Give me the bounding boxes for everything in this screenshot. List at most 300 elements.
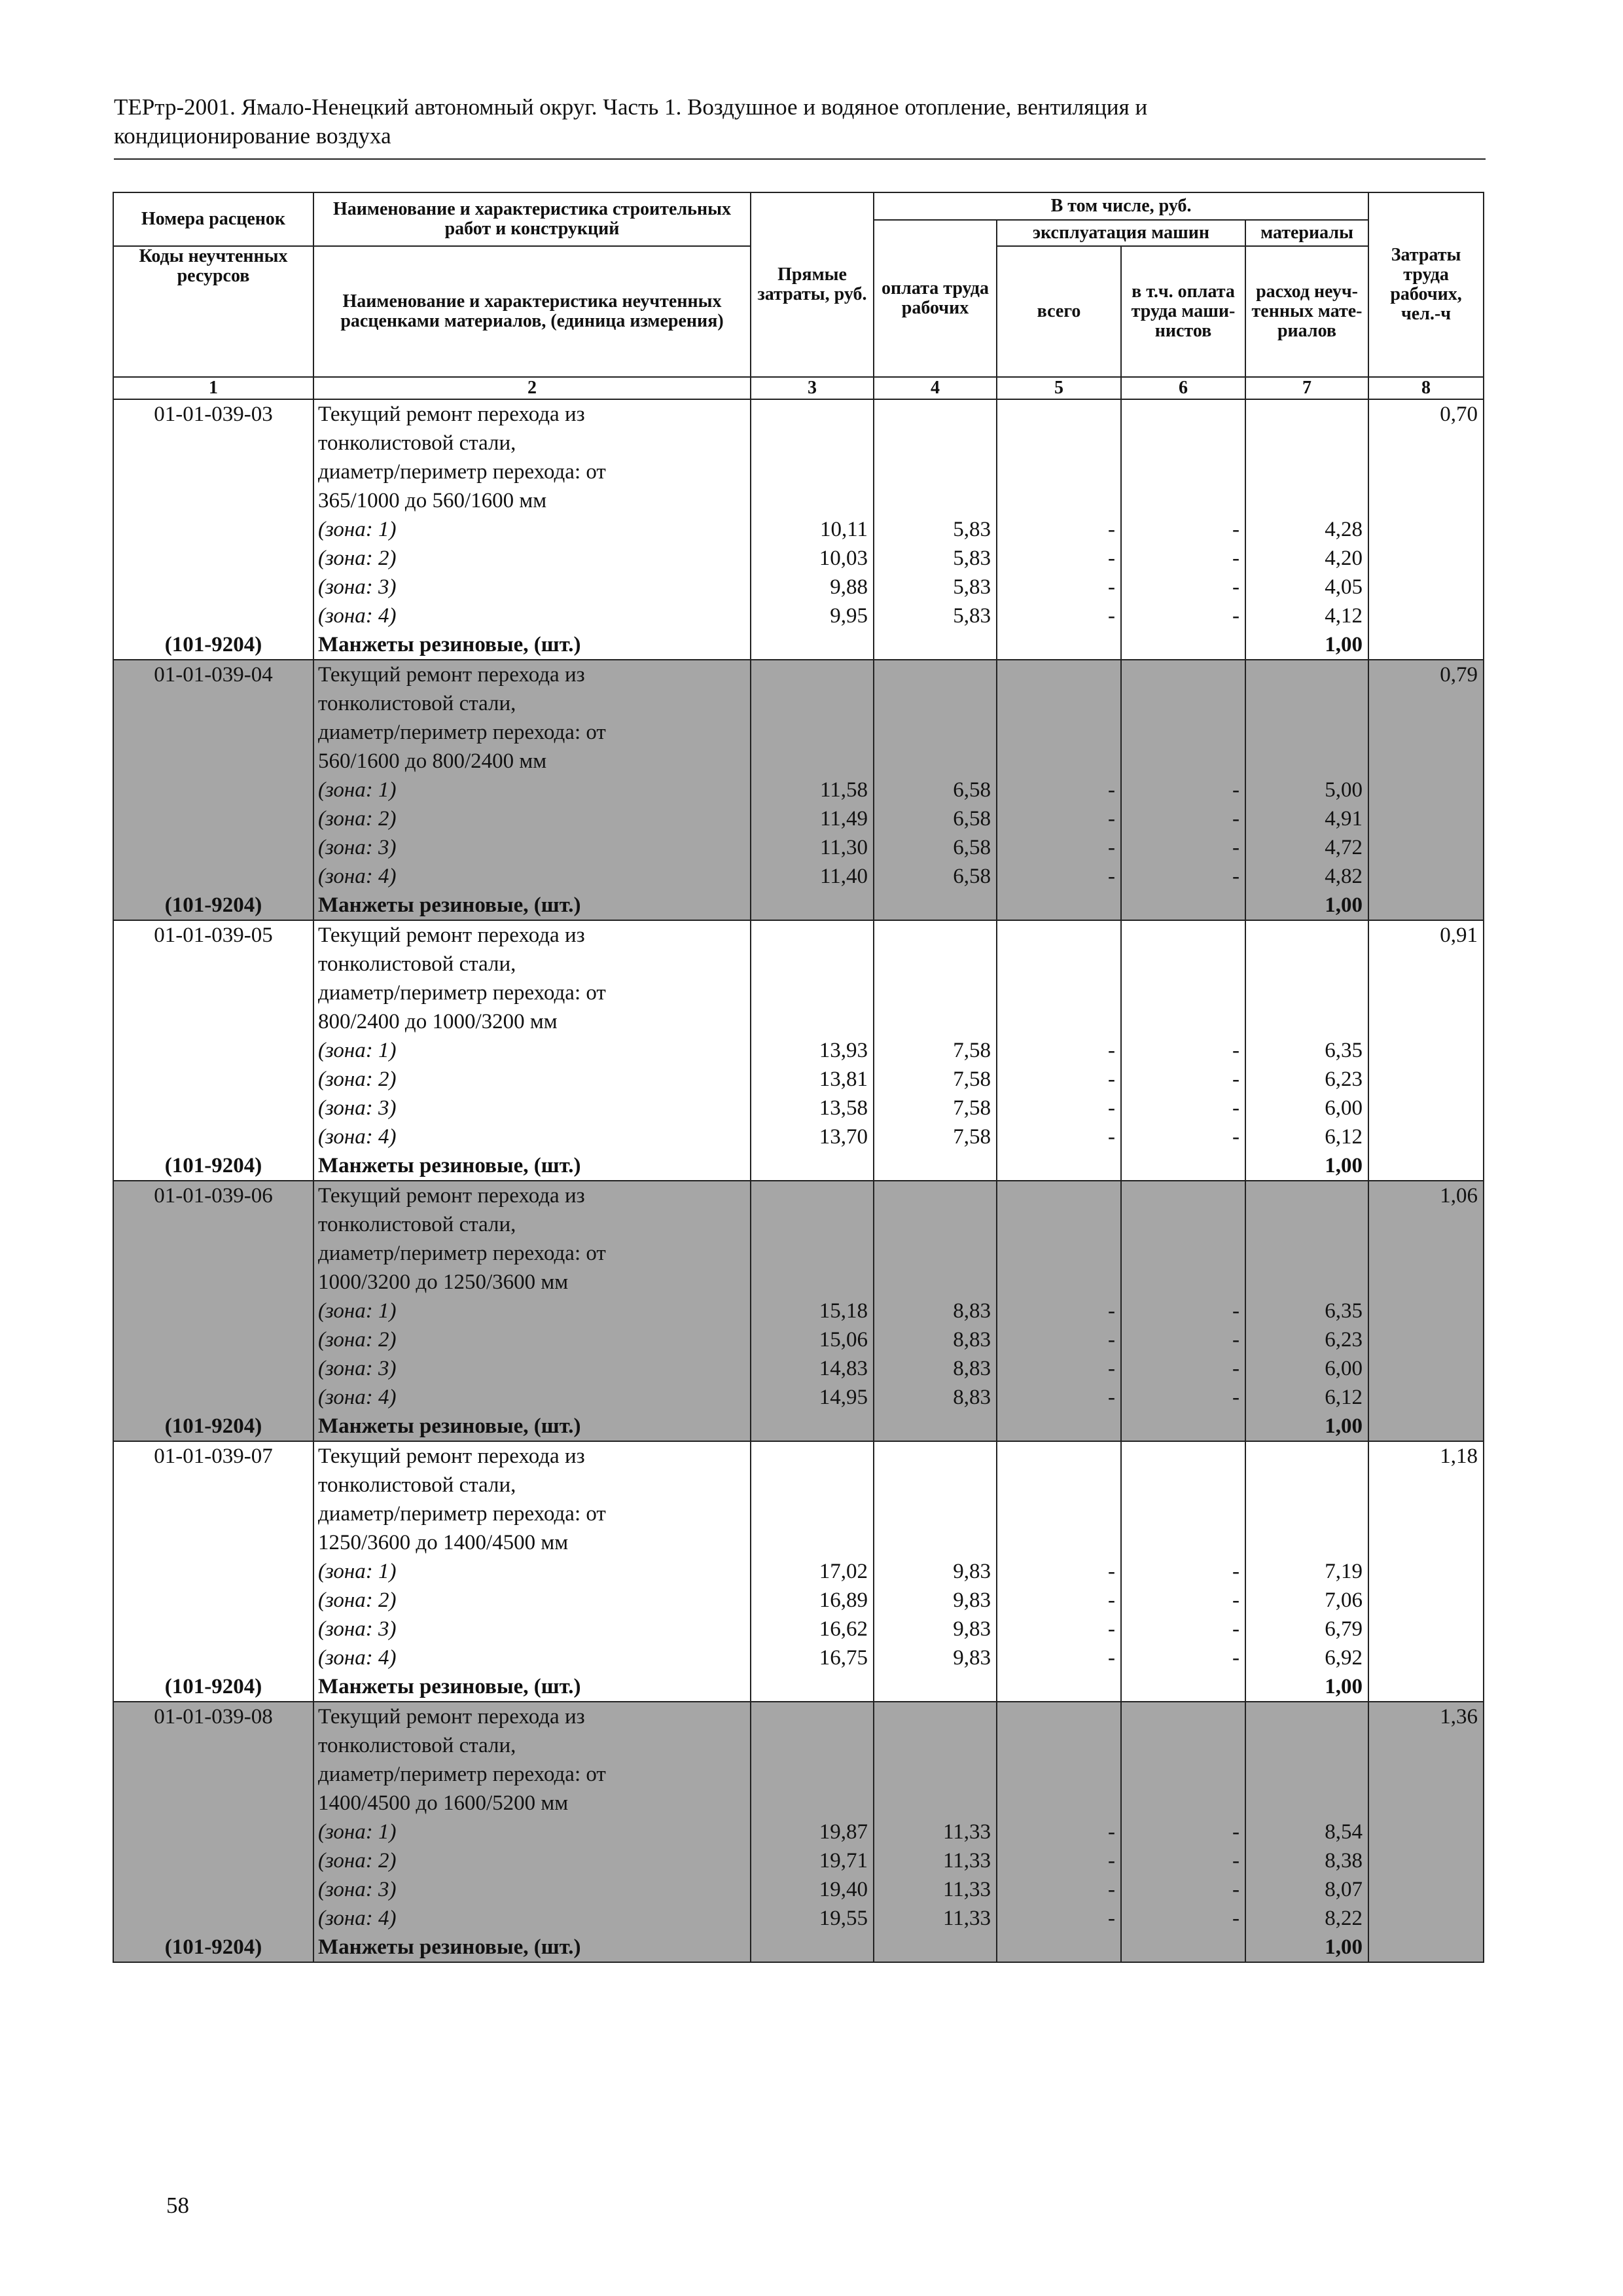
empty-cell	[874, 1181, 997, 1210]
material-cost: 6,79	[1245, 1615, 1368, 1643]
empty-cell	[1121, 1760, 1245, 1789]
resource-name: Манжеты резиновые, (шт.)	[313, 1412, 751, 1441]
empty-cell	[874, 747, 997, 776]
resource-row	[113, 630, 1484, 660]
empty-cell	[1245, 1731, 1368, 1760]
material-cost: 6,23	[1245, 1325, 1368, 1354]
empty-cell	[1121, 718, 1245, 747]
empty-cell	[1121, 1412, 1245, 1441]
empty-cell	[1368, 1094, 1484, 1122]
direct-cost: 16,75	[751, 1643, 874, 1672]
column-index-8: 8	[1368, 377, 1484, 399]
direct-cost: 11,49	[751, 804, 874, 833]
wage-cost: 6,58	[874, 862, 997, 891]
work-name-line: тонколистовой стали,	[313, 1471, 751, 1499]
wage-cost: 9,83	[874, 1643, 997, 1672]
table-row	[113, 689, 1484, 718]
table-row	[113, 1702, 1484, 1731]
empty-cell	[1368, 1210, 1484, 1239]
machine-cost: -	[997, 1818, 1121, 1846]
empty-cell	[1121, 891, 1245, 920]
empty-cell	[1368, 1007, 1484, 1036]
empty-cell	[751, 718, 874, 747]
machinist-wage: -	[1121, 776, 1245, 804]
zone-label: (зона: 4)	[313, 1122, 751, 1151]
machine-cost: -	[997, 1383, 1121, 1412]
column-index-7: 7	[1245, 377, 1368, 399]
empty-cell	[1121, 1268, 1245, 1297]
head-resource-name: Наименование и характеристика неучтенных расценками материалов, (единица измерения)	[313, 246, 751, 377]
zone-label: (зона: 2)	[313, 1846, 751, 1875]
empty-cell	[751, 1471, 874, 1499]
resource-name: Манжеты резиновые, (шт.)	[313, 1933, 751, 1962]
empty-cell	[1368, 1383, 1484, 1412]
machine-cost: -	[997, 804, 1121, 833]
work-name-line: тонколистовой стали,	[313, 1731, 751, 1760]
machine-cost: -	[997, 573, 1121, 601]
zone-label: (зона: 2)	[313, 804, 751, 833]
rate-code: 01-01-039-07	[113, 1441, 313, 1471]
column-index-1: 1	[113, 377, 313, 399]
machinist-wage: -	[1121, 862, 1245, 891]
resource-code: (101-9204)	[113, 891, 313, 920]
empty-cell	[874, 429, 997, 457]
resource-code: (101-9204)	[113, 1933, 313, 1962]
zone-label: (зона: 4)	[313, 601, 751, 630]
wage-cost: 7,58	[874, 1065, 997, 1094]
resource-row	[113, 1672, 1484, 1702]
empty-cell	[751, 1702, 874, 1731]
machinist-wage: -	[1121, 1094, 1245, 1122]
empty-cell	[1121, 1471, 1245, 1499]
empty-cell	[751, 1441, 874, 1471]
machine-cost: -	[997, 1297, 1121, 1325]
empty-cell	[1245, 747, 1368, 776]
empty-cell	[1121, 978, 1245, 1007]
empty-cell	[113, 1846, 313, 1875]
empty-cell	[997, 486, 1121, 515]
empty-cell	[1245, 978, 1368, 1007]
material-cost: 6,35	[1245, 1036, 1368, 1065]
wage-cost: 11,33	[874, 1904, 997, 1933]
empty-cell	[113, 1383, 313, 1412]
empty-cell	[874, 1499, 997, 1528]
empty-cell	[874, 1268, 997, 1297]
column-index-4: 4	[874, 377, 997, 399]
zone-row	[113, 1557, 1484, 1586]
empty-cell	[1368, 1557, 1484, 1586]
empty-cell	[1121, 1210, 1245, 1239]
resource-code: (101-9204)	[113, 1672, 313, 1702]
empty-cell	[113, 862, 313, 891]
empty-cell	[113, 1875, 313, 1904]
machine-cost: -	[997, 601, 1121, 630]
wage-cost: 5,83	[874, 515, 997, 544]
empty-cell	[751, 891, 874, 920]
empty-cell	[1121, 1181, 1245, 1210]
resource-code: (101-9204)	[113, 1151, 313, 1181]
machinist-wage: -	[1121, 1122, 1245, 1151]
direct-cost: 19,40	[751, 1875, 874, 1904]
table-row	[113, 1210, 1484, 1239]
table-row	[113, 1499, 1484, 1528]
empty-cell	[751, 1731, 874, 1760]
machine-cost: -	[997, 1875, 1121, 1904]
empty-cell	[113, 1615, 313, 1643]
empty-cell	[1121, 1239, 1245, 1268]
resource-qty: 1,00	[1245, 630, 1368, 660]
empty-cell	[1121, 920, 1245, 950]
empty-cell	[1121, 630, 1245, 660]
empty-cell	[874, 486, 997, 515]
work-name-line: диаметр/периметр перехода: от	[313, 1239, 751, 1268]
empty-cell	[1245, 1007, 1368, 1036]
machine-cost: -	[997, 1557, 1121, 1586]
work-name-line: тонколистовой стали,	[313, 1210, 751, 1239]
table-row	[113, 429, 1484, 457]
empty-cell	[1368, 1151, 1484, 1181]
empty-cell	[1368, 747, 1484, 776]
empty-cell	[874, 1412, 997, 1441]
empty-cell	[1368, 950, 1484, 978]
empty-cell	[113, 1904, 313, 1933]
column-index-row	[113, 377, 1484, 399]
empty-cell	[1368, 1065, 1484, 1094]
direct-cost: 10,03	[751, 544, 874, 573]
rate-code-cont	[113, 1471, 313, 1499]
labor-cost: 1,06	[1368, 1181, 1484, 1210]
wage-cost: 5,83	[874, 601, 997, 630]
zone-label: (зона: 4)	[313, 1383, 751, 1412]
empty-cell	[874, 1210, 997, 1239]
empty-cell	[1368, 804, 1484, 833]
column-index-6: 6	[1121, 377, 1245, 399]
empty-cell	[997, 1007, 1121, 1036]
page-header	[114, 93, 1484, 151]
work-name-line: диаметр/периметр перехода: от	[313, 978, 751, 1007]
zone-row	[113, 1615, 1484, 1643]
empty-cell	[874, 1933, 997, 1962]
empty-cell	[997, 1441, 1121, 1471]
empty-cell	[1245, 1239, 1368, 1268]
empty-cell	[997, 630, 1121, 660]
empty-cell	[1368, 1499, 1484, 1528]
table-row	[113, 1760, 1484, 1789]
empty-cell	[113, 1586, 313, 1615]
empty-cell	[1245, 1789, 1368, 1818]
labor-cost: 0,79	[1368, 660, 1484, 689]
machine-cost: -	[997, 1904, 1121, 1933]
empty-cell	[874, 1441, 997, 1471]
empty-cell	[1368, 978, 1484, 1007]
material-cost: 4,28	[1245, 515, 1368, 544]
empty-cell	[113, 1297, 313, 1325]
table-row	[113, 920, 1484, 950]
empty-cell	[874, 978, 997, 1007]
direct-cost: 13,70	[751, 1122, 874, 1151]
table-row	[113, 1528, 1484, 1557]
zone-label: (зона: 3)	[313, 573, 751, 601]
column-index-2: 2	[313, 377, 751, 399]
rate-code-cont	[113, 429, 313, 457]
machinist-wage: -	[1121, 1065, 1245, 1094]
empty-cell	[1245, 1181, 1368, 1210]
material-cost: 4,82	[1245, 862, 1368, 891]
zone-label: (зона: 3)	[313, 1354, 751, 1383]
empty-cell	[113, 601, 313, 630]
wage-cost: 7,58	[874, 1036, 997, 1065]
empty-cell	[874, 399, 997, 429]
work-name-line: 560/1600 до 800/2400 мм	[313, 747, 751, 776]
zone-label: (зона: 4)	[313, 1904, 751, 1933]
empty-cell	[997, 1672, 1121, 1702]
zone-row	[113, 1297, 1484, 1325]
zone-row	[113, 1846, 1484, 1875]
zone-label: (зона: 2)	[313, 1065, 751, 1094]
work-name-line: Текущий ремонт перехода из	[313, 1441, 751, 1471]
zone-label: (зона: 4)	[313, 862, 751, 891]
empty-cell	[1368, 776, 1484, 804]
labor-cost: 0,70	[1368, 399, 1484, 429]
empty-cell	[997, 920, 1121, 950]
machine-cost: -	[997, 1643, 1121, 1672]
work-name-line: диаметр/периметр перехода: от	[313, 1499, 751, 1528]
direct-cost: 19,55	[751, 1904, 874, 1933]
zone-label: (зона: 3)	[313, 1094, 751, 1122]
empty-cell	[874, 718, 997, 747]
empty-cell	[1121, 429, 1245, 457]
machinist-wage: -	[1121, 1818, 1245, 1846]
wage-cost: 6,58	[874, 776, 997, 804]
empty-cell	[997, 1702, 1121, 1731]
work-name-line: Текущий ремонт перехода из	[313, 920, 751, 950]
table-row	[113, 747, 1484, 776]
empty-cell	[1368, 1789, 1484, 1818]
column-index-5: 5	[997, 377, 1121, 399]
rate-code-cont	[113, 1210, 313, 1239]
work-name-line: 1000/3200 до 1250/3600 мм	[313, 1268, 751, 1297]
empty-cell	[751, 1181, 874, 1210]
empty-cell	[1368, 1904, 1484, 1933]
empty-cell	[1368, 1122, 1484, 1151]
material-cost: 8,54	[1245, 1818, 1368, 1846]
empty-cell	[1368, 1586, 1484, 1615]
empty-cell	[1368, 544, 1484, 573]
rate-code-cont	[113, 747, 313, 776]
empty-cell	[997, 1789, 1121, 1818]
machine-cost: -	[997, 515, 1121, 544]
empty-cell	[997, 950, 1121, 978]
zone-row	[113, 776, 1484, 804]
machine-cost: -	[997, 1846, 1121, 1875]
wage-cost: 6,58	[874, 804, 997, 833]
work-name-line: 800/2400 до 1000/3200 мм	[313, 1007, 751, 1036]
empty-cell	[751, 978, 874, 1007]
wage-cost: 7,58	[874, 1094, 997, 1122]
empty-cell	[1121, 1151, 1245, 1181]
empty-cell	[1368, 718, 1484, 747]
work-name-line: тонколистовой стали,	[313, 950, 751, 978]
table-row	[113, 660, 1484, 689]
material-cost: 4,20	[1245, 544, 1368, 573]
resource-name: Манжеты резиновые, (шт.)	[313, 1672, 751, 1702]
empty-cell	[113, 1065, 313, 1094]
empty-cell	[1245, 457, 1368, 486]
zone-label: (зона: 2)	[313, 1586, 751, 1615]
zone-label: (зона: 2)	[313, 544, 751, 573]
zone-label: (зона: 1)	[313, 515, 751, 544]
work-name-line: 1400/4500 до 1600/5200 мм	[313, 1789, 751, 1818]
empty-cell	[113, 1557, 313, 1586]
empty-cell	[1368, 1731, 1484, 1760]
rate-code-cont	[113, 1789, 313, 1818]
rate-code-cont	[113, 1760, 313, 1789]
direct-cost: 15,18	[751, 1297, 874, 1325]
machinist-wage: -	[1121, 1297, 1245, 1325]
table-row	[113, 1441, 1484, 1471]
rate-code-cont	[113, 1499, 313, 1528]
machinist-wage: -	[1121, 1875, 1245, 1904]
zone-label: (зона: 3)	[313, 1615, 751, 1643]
empty-cell	[1368, 833, 1484, 862]
rate-code-cont	[113, 457, 313, 486]
empty-cell	[1121, 1789, 1245, 1818]
machinist-wage: -	[1121, 804, 1245, 833]
empty-cell	[1368, 1297, 1484, 1325]
machinist-wage: -	[1121, 1557, 1245, 1586]
empty-cell	[997, 1239, 1121, 1268]
resource-code: (101-9204)	[113, 1412, 313, 1441]
material-cost: 4,91	[1245, 804, 1368, 833]
empty-cell	[751, 457, 874, 486]
empty-cell	[874, 1007, 997, 1036]
head-labor-costs: Затраты труда рабочих, чел.-ч	[1368, 192, 1484, 377]
empty-cell	[751, 950, 874, 978]
table-row	[113, 950, 1484, 978]
machinist-wage: -	[1121, 1904, 1245, 1933]
empty-cell	[1245, 1760, 1368, 1789]
wage-cost: 11,33	[874, 1818, 997, 1846]
direct-cost: 14,95	[751, 1383, 874, 1412]
empty-cell	[113, 515, 313, 544]
zone-row	[113, 515, 1484, 544]
page-number: 58	[166, 2193, 189, 2218]
resource-qty: 1,00	[1245, 891, 1368, 920]
resource-qty: 1,00	[1245, 1672, 1368, 1702]
wage-cost: 9,83	[874, 1557, 997, 1586]
machine-cost: -	[997, 1122, 1121, 1151]
zone-row	[113, 1904, 1484, 1933]
zone-row	[113, 1065, 1484, 1094]
empty-cell	[1245, 1441, 1368, 1471]
zone-row	[113, 1036, 1484, 1065]
table-row	[113, 1731, 1484, 1760]
table-body	[113, 399, 1484, 1962]
zone-label: (зона: 1)	[313, 1557, 751, 1586]
work-name-line: диаметр/периметр перехода: от	[313, 1760, 751, 1789]
empty-cell	[997, 1731, 1121, 1760]
rate-code: 01-01-039-05	[113, 920, 313, 950]
empty-cell	[997, 1210, 1121, 1239]
empty-cell	[997, 718, 1121, 747]
empty-cell	[1368, 689, 1484, 718]
empty-cell	[1368, 1325, 1484, 1354]
empty-cell	[874, 630, 997, 660]
direct-cost: 15,06	[751, 1325, 874, 1354]
resource-qty: 1,00	[1245, 1933, 1368, 1962]
empty-cell	[751, 1933, 874, 1962]
rate-code: 01-01-039-04	[113, 660, 313, 689]
empty-cell	[1245, 718, 1368, 747]
material-cost: 6,35	[1245, 1297, 1368, 1325]
empty-cell	[1245, 399, 1368, 429]
machinist-wage: -	[1121, 1615, 1245, 1643]
header-line-1: ТЕРтр-2001. Ямало-Ненецкий автономный округ. Часть 1. Воздушное и водяное отопление, вентиляция и	[114, 94, 1148, 120]
zone-row	[113, 544, 1484, 573]
empty-cell	[997, 1760, 1121, 1789]
machinist-wage: -	[1121, 1846, 1245, 1875]
zone-row	[113, 1643, 1484, 1672]
empty-cell	[1245, 1268, 1368, 1297]
direct-cost: 19,87	[751, 1818, 874, 1846]
machine-cost: -	[997, 862, 1121, 891]
empty-cell	[1121, 399, 1245, 429]
rate-code-cont	[113, 486, 313, 515]
price-table	[113, 192, 1484, 1963]
machinist-wage: -	[1121, 1383, 1245, 1412]
work-name-line: Текущий ремонт перехода из	[313, 1181, 751, 1210]
empty-cell	[1245, 1210, 1368, 1239]
work-name-line: 365/1000 до 560/1600 мм	[313, 486, 751, 515]
material-cost: 8,38	[1245, 1846, 1368, 1875]
wage-cost: 7,58	[874, 1122, 997, 1151]
empty-cell	[751, 1672, 874, 1702]
table-row	[113, 718, 1484, 747]
table-row	[113, 457, 1484, 486]
machine-cost: -	[997, 1094, 1121, 1122]
empty-cell	[997, 891, 1121, 920]
table-row	[113, 1181, 1484, 1210]
machinist-wage: -	[1121, 573, 1245, 601]
wage-cost: 8,83	[874, 1325, 997, 1354]
direct-cost: 13,81	[751, 1065, 874, 1094]
header-line-2: кондиционирование воздуха	[114, 123, 391, 149]
empty-cell	[997, 429, 1121, 457]
empty-cell	[113, 1354, 313, 1383]
empty-cell	[751, 1210, 874, 1239]
material-cost: 6,00	[1245, 1354, 1368, 1383]
empty-cell	[997, 1933, 1121, 1962]
empty-cell	[1368, 1239, 1484, 1268]
zone-row	[113, 1586, 1484, 1615]
empty-cell	[1245, 429, 1368, 457]
zone-row	[113, 1875, 1484, 1904]
empty-cell	[1368, 573, 1484, 601]
empty-cell	[751, 1239, 874, 1268]
rate-code-cont	[113, 1239, 313, 1268]
head-direct-costs: Прямые затраты, руб.	[751, 192, 874, 377]
empty-cell	[1121, 1499, 1245, 1528]
empty-cell	[874, 1760, 997, 1789]
empty-cell	[1121, 1007, 1245, 1036]
material-cost: 4,12	[1245, 601, 1368, 630]
head-rate-numbers: Номера расценок	[113, 192, 313, 246]
empty-cell	[874, 920, 997, 950]
empty-cell	[1368, 1643, 1484, 1672]
direct-cost: 11,58	[751, 776, 874, 804]
empty-cell	[1368, 1036, 1484, 1065]
direct-cost: 11,30	[751, 833, 874, 862]
